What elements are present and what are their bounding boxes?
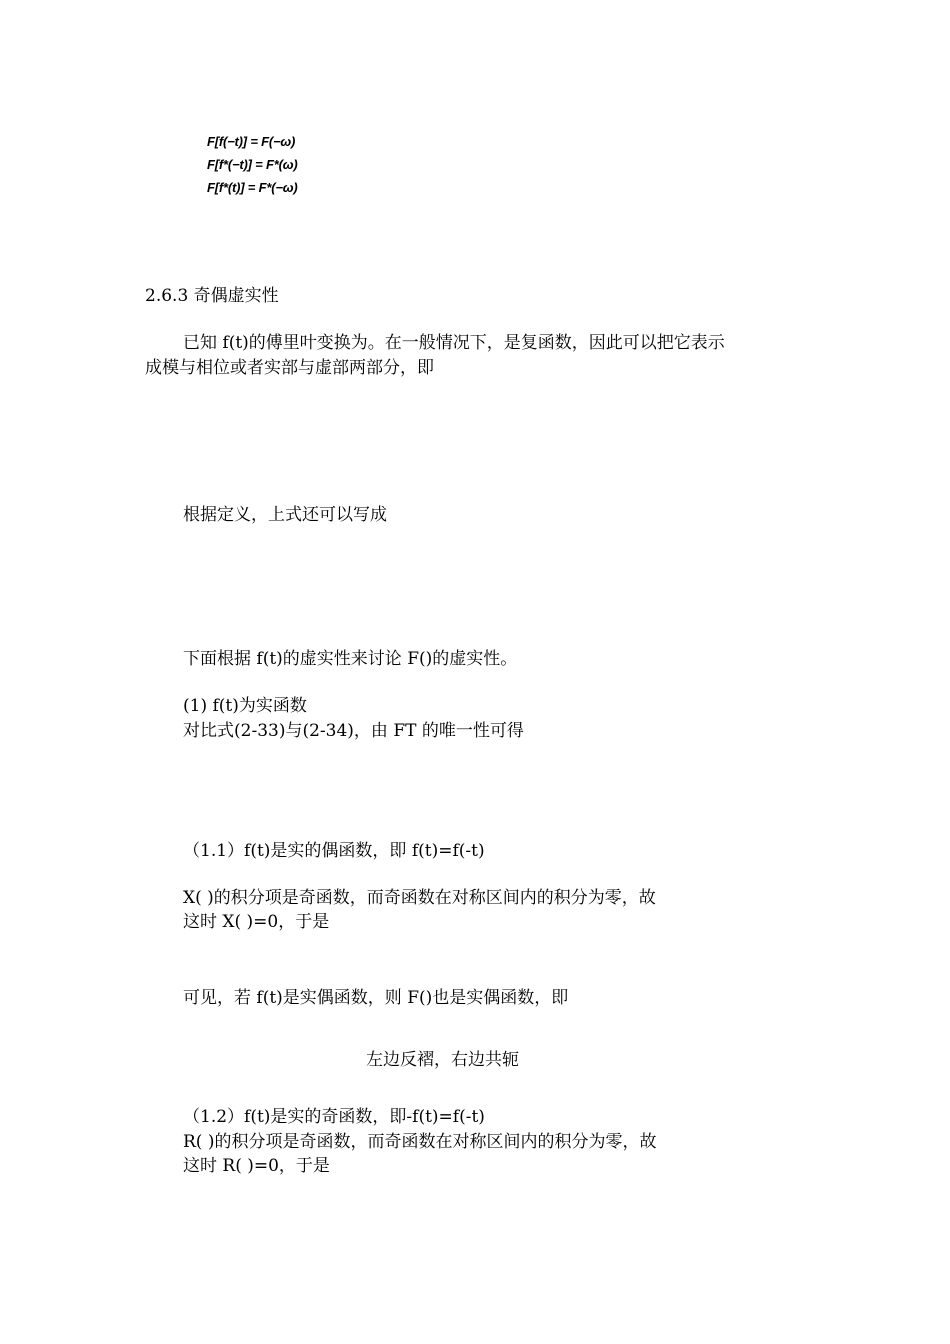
conclusion-1: 可见，若 f(t)是实偶函数，则 F()也是实偶函数，即 [183,988,569,1008]
case-1-2-title: （1.2）f(t)是实的奇函数，即-f(t)=f(-t) [183,1107,485,1127]
case-1-2-line-2: 这时 R( )=0，于是 [183,1156,330,1176]
equation-block [207,130,298,199]
case-1-text: 对比式(2-33)与(2-34)，由 FT 的唯一性可得 [183,721,524,741]
equation-2: F[f*(−t)] = F*(ω) [207,157,298,172]
section-heading: 2.6.3 奇偶虚实性 [145,286,279,306]
case-1-1-title: （1.1）f(t)是实的偶函数，即 f(t)=f(-t) [183,841,485,861]
case-1-title: (1) f(t)为实函数 [183,696,307,716]
paragraph-1-line-2: 成模与相位或者实部与虚部两部分，即 [145,358,434,378]
paragraph-1-line-1: 已知 f(t)的傅里叶变换为。在一般情况下，是复函数，因此可以把它表示 [183,333,725,353]
paragraph-2: 根据定义，上式还可以写成 [183,505,387,525]
case-1-1-line-2: 这时 X( )=0，于是 [183,912,330,932]
equation-1: F[f(−t)] = F(−ω) [207,134,296,149]
case-1-1-line-1: X( )的积分项是奇函数，而奇函数在对称区间内的积分为零，故 [183,888,656,908]
center-note: 左边反褶，右边共轭 [366,1050,519,1070]
paragraph-3: 下面根据 f(t)的虚实性来讨论 F()的虚实性。 [183,649,518,669]
case-1-2-line-1: R( )的积分项是奇函数，而奇函数在对称区间内的积分为零，故 [183,1132,657,1152]
equation-3: F[f*(t)] = F*(−ω) [207,180,298,195]
